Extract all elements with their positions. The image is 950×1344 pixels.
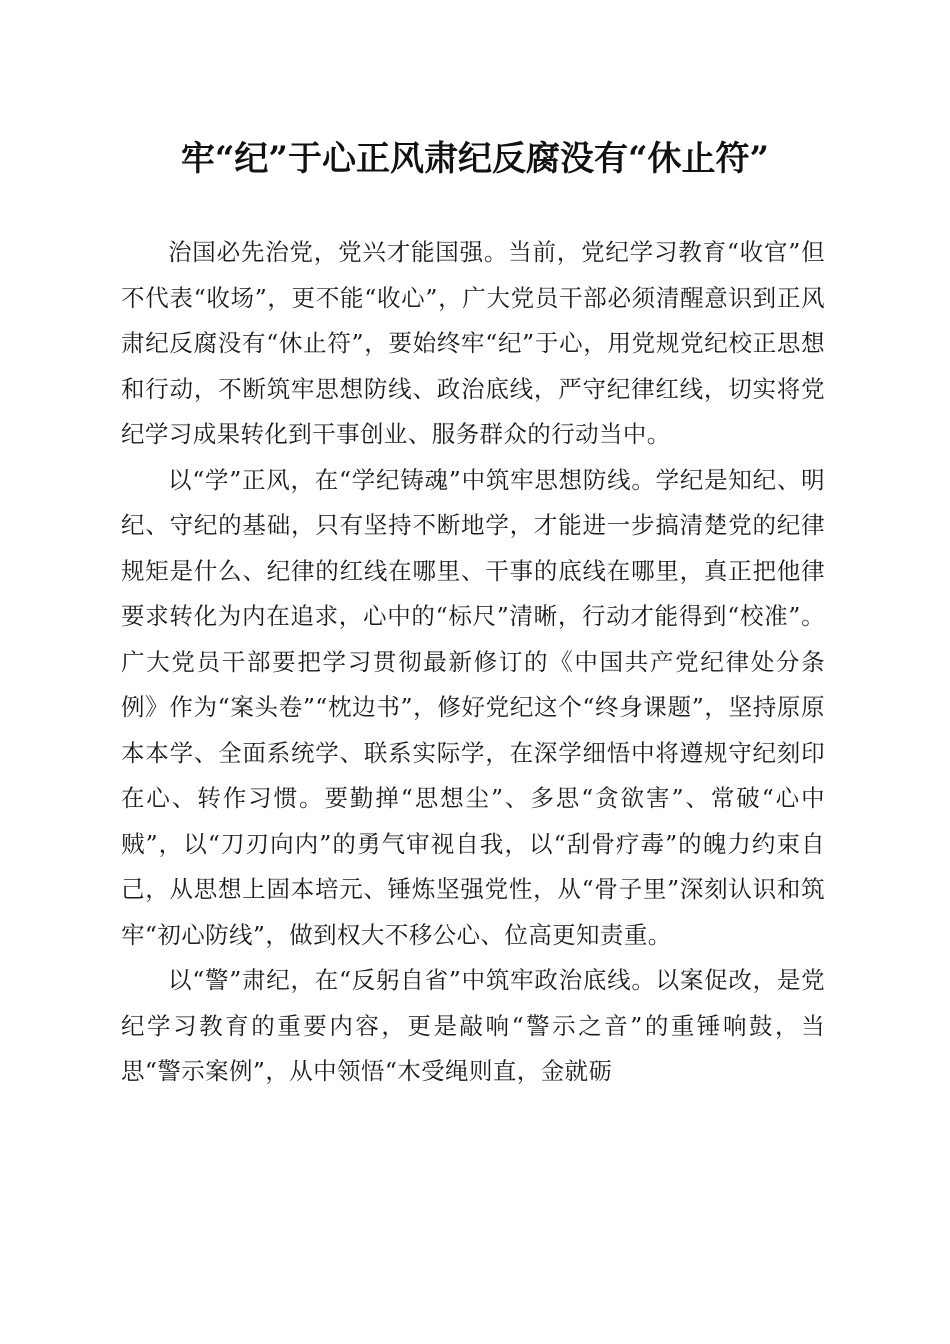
paragraph: 治国必先治党，党兴才能国强。当前，党纪学习教育“收官”但不代表“收场”，更不能“收心”，广大党员干部必须清醒意识到正风肃纪反腐没有“休止符”，要始终牢“纪”于心，用党规党纪校正思想和行动，不断筑牢思想防线、政治底线，严守纪律红线，切实将党纪学习成果转化到干事创业、服务群众的行动当中。 — [121, 238, 825, 448]
paragraph: 以“警”肃纪，在“反躬自省”中筑牢政治底线。以案促改，是党纪学习教育的重要内容，更是敲响“警示之音”的重锤响鼓，当思“警示案例”，从中领悟“木受绳则直，金就砺 — [121, 966, 825, 1085]
document-body — [121, 230, 825, 1095]
document-title: 牢“纪”于心正风肃纪反腐没有“休止符” — [180, 139, 770, 179]
paragraph: 以“学”正风，在“学纪铸魂”中筑牢思想防线。学纪是知纪、明纪、守纪的基础，只有坚持不断地学，才能进一步搞清楚党的纪律规矩是什么、纪律的红线在哪里、干事的底线在哪里，真正把他律要求转化为内在追求，心中的“标尺”清晰，行动才能得到“校准”。广大党员干部要把学习贯彻最新修订的《中国共产党纪律处分条例》作为“案头卷”“枕边书”，修好党纪这个“终身课题”，坚持原原本本学、全面系统学、联系实际学，在深学细悟中将遵规守纪刻印在心、转作习惯。要勤掸“思想尘”、多思“贪欲害”、常破“心中贼”，以“刀刃向内”的勇气审视自我，以“刮骨疗毒”的魄力约束自己，从思想上固本培元、锤炼坚强党性，从“骨子里”深刻认识和筑牢“初心防线”，做到权大不移公心、位高更知责重。 — [121, 465, 825, 949]
